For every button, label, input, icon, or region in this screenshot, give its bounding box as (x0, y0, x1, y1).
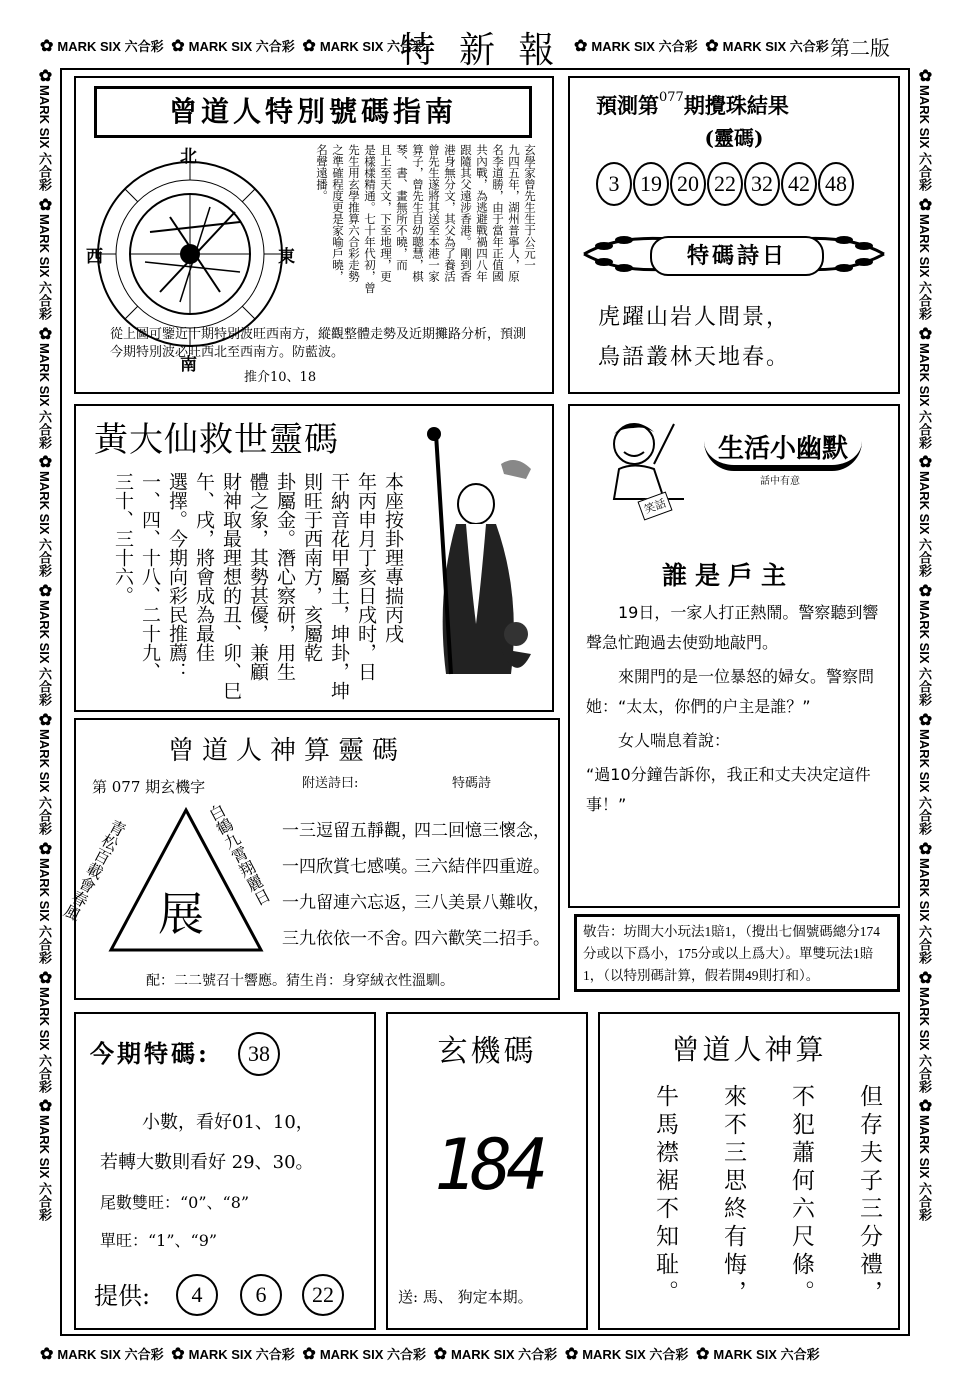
huangdaxian-title: 黃大仙救世靈碼 (94, 420, 339, 460)
shensuan-poem-section (598, 1012, 900, 1330)
poem-banner: 特碼詩日 (650, 236, 824, 276)
guide-analysis: 從上圖可鑒近十期特別波旺西南方，縱觀整體走勢及近期攤路分析，預測今期特別波必旺西北至西南方。防藍波。 (110, 327, 527, 360)
provide-number-1: 4 (176, 1274, 218, 1316)
biography-column: 名李道勝，由于當年正值國 (491, 144, 505, 282)
flower-icon: ✿ (36, 838, 53, 858)
result-ball: 19 (633, 162, 669, 206)
flower-icon: ✿ (916, 194, 933, 214)
biography-column: 是樣樣精通。七十年代初，曾 (363, 144, 377, 294)
shensuan-line: 一九留連六忘返， (282, 893, 418, 913)
flower-icon: ✿ (916, 838, 933, 858)
flower-icon: ✿ (40, 38, 54, 55)
poem-column: 來不三思終有悔， (720, 1084, 746, 1308)
flower-icon: ✿ (40, 1346, 54, 1363)
story-paragraph: 來開門的是一位暴怒的婦女。警察問她：“太太，你們的户主是誰？” (586, 667, 875, 716)
story-paragraph: “過10分鐘告訴你，我正和丈夫决定這件事！” (586, 765, 871, 814)
flower-icon: ✿ (302, 1346, 316, 1363)
bottom-border: ✿ MARK SIX 六合彩 ✿ MARK SIX 六合彩 ✿ MARK SIX 六合彩 ✿ MARK SIX 六合彩 ✿ MARK SIX 六合彩 ✿ MARK SIX 六合彩 (40, 1346, 820, 1363)
humor-section (568, 404, 900, 908)
biography-column: 曾先生遂將其送至本港一家 (427, 144, 441, 282)
result-ball: 3 (596, 162, 632, 206)
flower-icon: ✿ (916, 323, 933, 343)
right-border: ✿MARK SIX 六合彩 ✿MARK SIX 六合彩 ✿MARK SIX 六合彩 ✿MARK SIX 六合彩 ✿MARK SIX 六合彩 ✿MARK SIX 六合彩 ✿MARK SIX 六合彩 ✿MARK SIX 六合彩 ✿MARK SIX 六合彩 (916, 66, 933, 1222)
triangle-center-char: 展 (158, 887, 204, 941)
prediction-title: 預測第$^{077}$期攪珠結果 (596, 90, 789, 118)
result-ball: 22 (707, 162, 743, 206)
flower-icon: ✿ (916, 581, 933, 601)
flower-icon: ✿ (705, 38, 719, 55)
shensuan-issue: 第 077 期玄機字 (92, 778, 206, 796)
shensuan-gift-label: 附送詩曰: (302, 776, 359, 791)
humor-subtitle: 話中有意 (760, 476, 800, 487)
tema-line-1: 小數，看好01、10， (142, 1112, 314, 1133)
biography-column: 九四五年，湖州普寧人，原 (507, 144, 521, 282)
huangdaxian-column: 體之象，其勢甚優，兼顧 (247, 472, 269, 681)
huangdaxian-text (106, 472, 406, 704)
shensuan-line: 四六歡笑二招手。 (414, 929, 550, 949)
prediction-subtitle: (靈碼) (704, 126, 764, 150)
flower-icon: ✿ (36, 194, 53, 214)
triangle-left-text: 青松百載會春風 (59, 816, 129, 924)
notice-box (574, 914, 900, 992)
huangdaxian-column: 年丙申月丁亥日戌时，日 (355, 472, 377, 681)
book-label: 笑話 (637, 491, 672, 520)
flower-icon: ✿ (574, 38, 588, 55)
flower-icon: ✿ (916, 1096, 933, 1116)
result-ball: 42 (781, 162, 817, 206)
flower-icon: ✿ (36, 1096, 53, 1116)
guide-recommend: 推介10、18 (244, 370, 317, 385)
flower-icon: ✿ (302, 38, 316, 55)
huangdaxian-column: 本座按卦理專揣丙戌 (382, 472, 404, 643)
story-paragraph: 女人喘息着說： (618, 731, 731, 750)
guide-section (74, 76, 554, 394)
flower-icon: ✿ (916, 66, 933, 85)
tema-title: 今期特碼: (90, 1039, 210, 1068)
flower-icon: ✿ (171, 1346, 185, 1363)
flower-icon: ✿ (564, 1346, 579, 1363)
flower-icon: ✿ (916, 967, 933, 987)
biography-column: 先生用玄學推算六合彩走勢 (347, 144, 361, 282)
flower-icon: ✿ (36, 452, 53, 472)
huangdaxian-column: 財神取最理想的丑、卯、巳 (220, 472, 242, 700)
flower-icon: ✿ (433, 1346, 448, 1363)
prediction-section (568, 76, 900, 394)
story-body (586, 598, 886, 820)
shensuan-poem-title: 曾道人神算 (671, 1033, 827, 1066)
xuanji-section (386, 1012, 588, 1330)
provide-label: 提供: (94, 1282, 151, 1310)
flower-icon: ✿ (36, 581, 53, 601)
huangdaxian-column: 選擇。今期向彩民推薦： (166, 472, 188, 681)
tema-number: 38 (238, 1032, 280, 1076)
guide-biography (314, 144, 538, 294)
shensuan-title: 曾道人神算靈碼 (168, 736, 407, 766)
biography-column: 琴、書、畫無所不曉，而 (395, 144, 409, 271)
shensuan-poem-label: 特碼詩 (452, 776, 492, 791)
guide-title-box (94, 86, 532, 138)
huangdaxian-column: 卦屬金。潛心察研，用生 (274, 472, 296, 681)
humor-title: 生活小幽默 (704, 428, 862, 471)
biography-column: 之準確程度更是家喻戶曉， (331, 144, 345, 282)
xuanji-handwritten: 184 (434, 1124, 543, 1206)
huangdaxian-column: 三十、三十六。 (112, 472, 134, 605)
biography-column: 且上至天文，下至地理，更 (379, 144, 393, 282)
shensuan-line: 一四欣賞七感嘆。 (282, 857, 418, 877)
huangdaxian-column: 則旺于西南方，亥屬乾 (301, 472, 323, 662)
huangdaxian-column: 午、戌，將會成為最佳 (193, 472, 215, 662)
tema-line-4: 單旺：“1”、“9” (100, 1231, 218, 1250)
shensuan-line: 三六結伴四重遊。 (414, 857, 550, 877)
provide-number-2: 6 (240, 1274, 282, 1316)
flower-icon: ✿ (916, 452, 933, 472)
poem-line-2: 鳥語叢林天地春。 (598, 345, 791, 370)
result-ball: 48 (818, 162, 854, 206)
poem-line-1: 虎躍山岩人間景， (598, 305, 791, 330)
shensuan-line: 三八美景八難收， (414, 893, 550, 913)
prediction-balls (596, 162, 896, 206)
huangdaxian-column: 干納音花甲屬土，坤卦，坤 (328, 472, 350, 700)
biography-column: 算子，曾先生自幼聰慧，棋 (411, 144, 425, 282)
left-border: ✿MARK SIX 六合彩 ✿MARK SIX 六合彩 ✿MARK SIX 六合彩 ✿MARK SIX 六合彩 ✿MARK SIX 六合彩 ✿MARK SIX 六合彩 ✿MARK SIX 六合彩 ✿MARK SIX 六合彩 ✿MARK SIX 六合彩 (36, 66, 53, 1222)
provide-number-3: 22 (302, 1274, 344, 1316)
huangdaxian-column: 一、四、十八、二十九、 (139, 472, 161, 681)
biography-column: 共內戰，為逃避戰禍四八年 (475, 144, 489, 282)
notice-text: 敬告：坊間大小玩法1賠1，（攪出七個號碼總分174分或以下爲小，175分或以上爲大）。單雙玩法1賠1，（以特別碼計算，假若開49則打和）。 (583, 924, 880, 983)
flower-icon: ✿ (171, 38, 185, 55)
tema-line-2: 若轉大數則看好 29、30。 (100, 1152, 314, 1173)
biography-column: 跟隨其父遠涉香港。剛到香 (459, 144, 473, 282)
biography-column: 玄學家曾先生生于公元一 (523, 144, 537, 271)
poem-column: 但存夫子三分禮， (856, 1084, 882, 1308)
story-title: 誰是戶主 (662, 561, 795, 590)
huangdaxian-section (74, 404, 554, 712)
tema-section (74, 1012, 376, 1330)
poem-column: 牛馬襟裾不知耻。 (652, 1084, 678, 1308)
flower-icon: ✿ (36, 323, 53, 343)
shensuan-line: 一三逗留五靜觀， (282, 821, 418, 841)
compass-west: 西 (86, 247, 103, 267)
compass-north: 北 (180, 147, 197, 167)
shensuan-line: 三九依依一不舍。 (282, 929, 418, 949)
shensuan-footer: 配：二二號召十響應。猜生肖：身穿絨衣性溫馴。 (146, 973, 454, 989)
biography-column: 名聲遠播。 (315, 144, 329, 202)
shensuan-section (59, 718, 560, 1000)
newspaper-title: 特 新 報 (399, 30, 561, 71)
shensuan-poem-columns (620, 1084, 890, 1324)
result-ball: 32 (744, 162, 780, 206)
deity-illustration (416, 424, 536, 694)
story-paragraph: 19日，一家人打正熱鬧。警察聽到響聲急忙跑過去使勁地敲門。 (586, 603, 879, 652)
xuanji-footer: 送: 馬、 狗定本期。 (398, 1288, 533, 1306)
top-border-left: ✿ MARK SIX 六合彩 ✿ MARK SIX 六合彩 ✿ MARK SIX 六合彩 (40, 38, 426, 55)
compass-south: 南 (180, 355, 197, 375)
flower-icon: ✿ (36, 709, 53, 729)
compass-east: 東 (278, 247, 295, 267)
flower-icon: ✿ (916, 709, 933, 729)
flower-icon: ✿ (36, 967, 53, 987)
flower-icon: ✿ (36, 66, 53, 85)
tema-line-3: 尾數雙旺：“0”、“8” (100, 1193, 250, 1212)
edition-label: 第二版 (830, 36, 890, 60)
flower-icon: ✿ (696, 1346, 710, 1363)
biography-column: 港身無分文，其父為了養活 (443, 144, 457, 282)
poem-column: 不犯蕭何六尺條。 (788, 1084, 814, 1308)
guide-title: 曾道人特別號碼指南 (168, 95, 457, 128)
triangle-right-text: 白鶴九霄翔麗日 (204, 801, 274, 909)
result-ball: 20 (670, 162, 706, 206)
xuanji-title: 玄機碼 (437, 1034, 537, 1069)
shensuan-line: 四二回憶三懷念， (414, 821, 550, 841)
top-border-right: ✿ MARK SIX 六合彩 ✿ MARK SIX 六合彩 (574, 38, 829, 55)
